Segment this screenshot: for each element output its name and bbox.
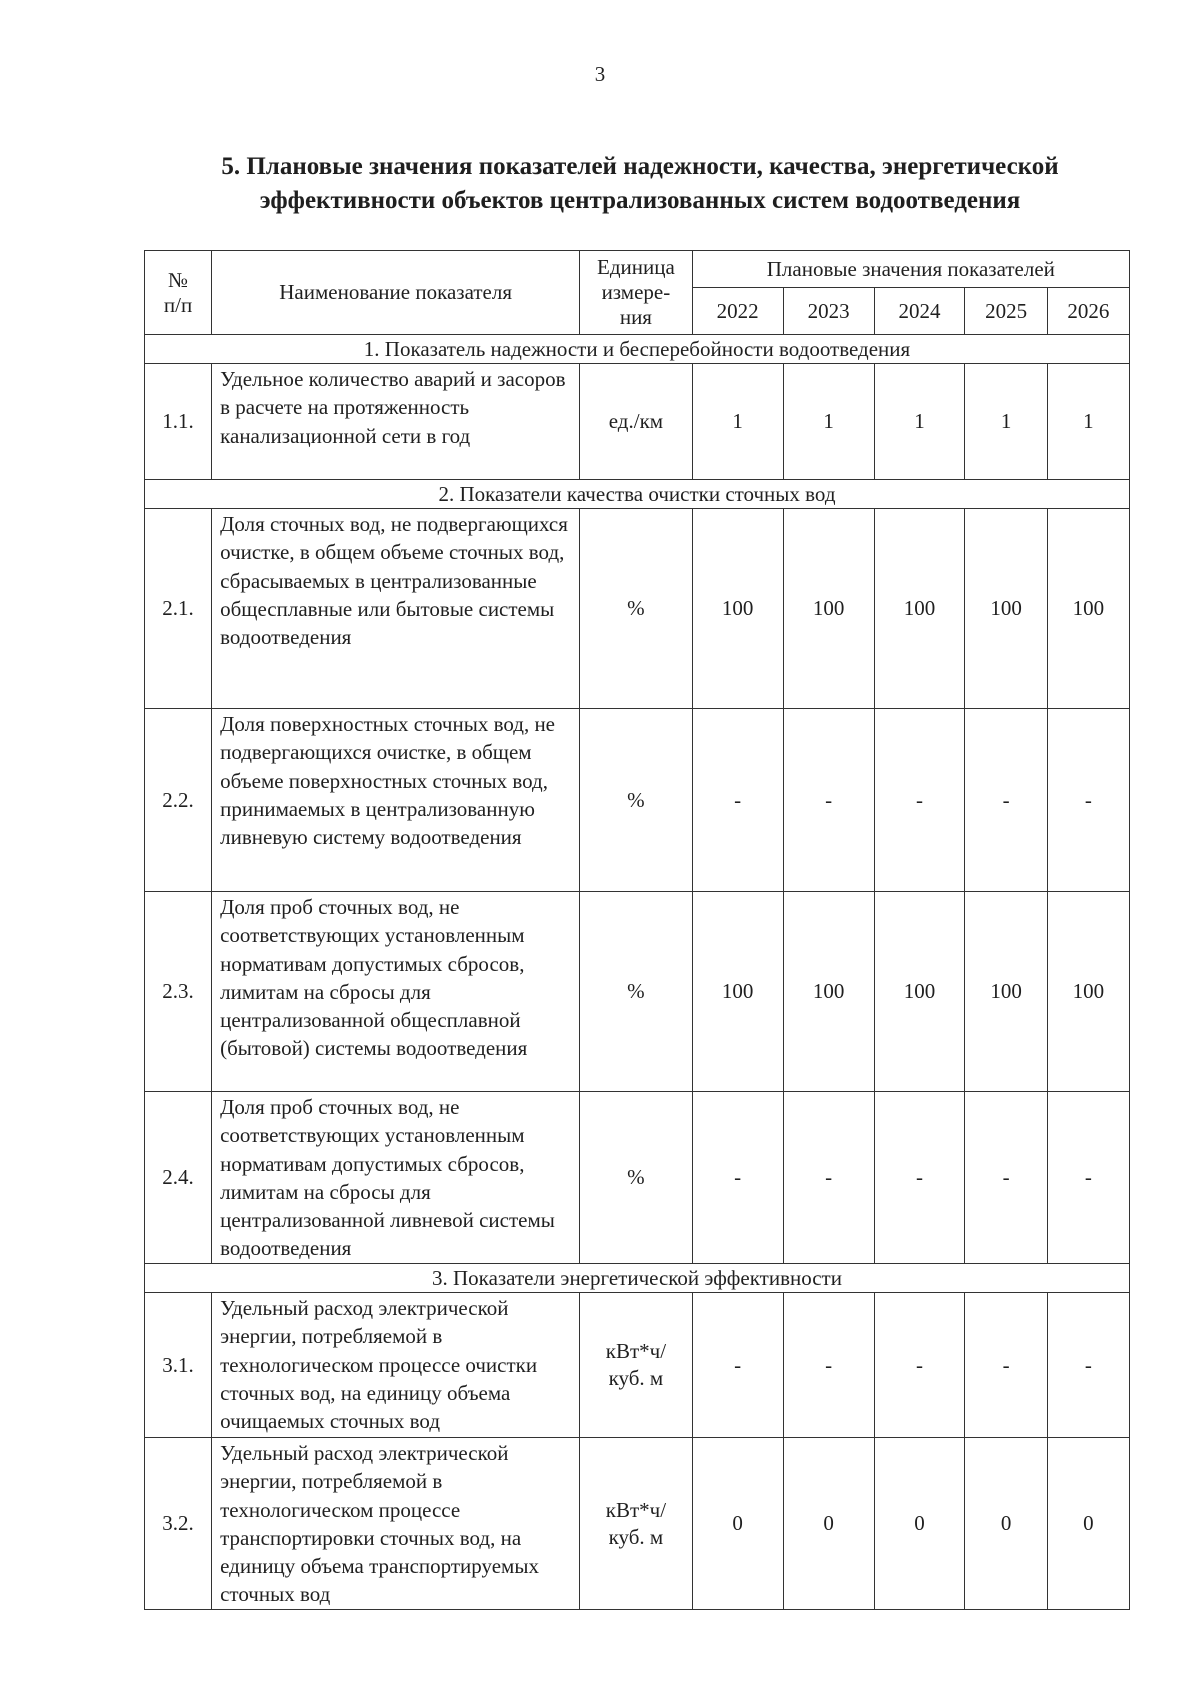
indicators-table [144, 250, 1130, 1610]
page-number: 3 [594, 62, 606, 86]
header-planned-values: Плановые значения показателей [692, 251, 1129, 288]
row-name: Доля проб сточных вод, не соответствующих установленным нормативам допустимых сбросов, лимитам на сбросы для централизованной ливневой системы водоотведения [212, 1092, 580, 1264]
table-row [145, 709, 1130, 892]
row-value: 100 [965, 509, 1047, 709]
row-name: Удельный расход электрической энергии, потребляемой в технологическом процессе очистки сточных вод, на единицу объема очищаемых сточных вод [212, 1293, 580, 1438]
row-value: 100 [965, 892, 1047, 1092]
header-unit-line-2: измере- [601, 280, 671, 304]
document-title [140, 150, 1140, 218]
header-num-line-1: № [168, 267, 189, 292]
row-value: 0 [1047, 1438, 1129, 1610]
table-row [145, 509, 1130, 709]
row-value: - [692, 1092, 783, 1264]
row-value: - [874, 1092, 965, 1264]
row-value: - [783, 709, 874, 892]
row-name: Доля сточных вод, не подвергающихся очистке, в общем объеме сточных вод, сбрасываемых в централизованные общесплавные или бытовые системы водоотведения [212, 509, 580, 709]
table-row [145, 1092, 1130, 1264]
row-unit-line-1: кВт*ч/ [605, 1497, 667, 1522]
row-unit: ед./км [580, 364, 693, 480]
row-value: - [1047, 1293, 1129, 1438]
section-title: 1. Показатель надежности и бесперебойности водоотведения [145, 335, 1130, 364]
table-row [145, 1293, 1130, 1438]
row-value: 0 [783, 1438, 874, 1610]
row-unit: % [580, 509, 693, 709]
row-value: 1 [692, 364, 783, 480]
header-year: 2022 [692, 288, 783, 335]
row-value: - [965, 1092, 1047, 1264]
row-value: 100 [783, 892, 874, 1092]
section-row [145, 480, 1130, 509]
row-value: 100 [783, 509, 874, 709]
row-unit-line-1: кВт*ч/ [605, 1339, 667, 1363]
row-value: 100 [1047, 509, 1129, 709]
row-value: 0 [692, 1438, 783, 1610]
row-number: 2.3. [145, 892, 212, 1092]
row-unit-line-2: куб. м [608, 1524, 664, 1549]
document-title-line-1: 5. Плановые значения показателей надежности, качества, энергетической [221, 153, 1059, 180]
row-unit-line-2: куб. м [608, 1366, 664, 1390]
header-num-line-2: п/п [163, 292, 193, 317]
header-year: 2025 [965, 288, 1047, 335]
row-number: 2.4. [145, 1092, 212, 1264]
row-value: - [692, 709, 783, 892]
row-value: - [783, 1293, 874, 1438]
row-value: 100 [692, 892, 783, 1092]
row-unit: % [580, 709, 693, 892]
row-value: 100 [1047, 892, 1129, 1092]
row-unit: % [580, 1092, 693, 1264]
row-number: 2.1. [145, 509, 212, 709]
header-year: 2026 [1047, 288, 1129, 335]
header-name: Наименование показателя [212, 251, 580, 335]
row-value: 1 [874, 364, 965, 480]
section-title: 3. Показатели энергетической эффективности [145, 1264, 1130, 1293]
row-value: - [1047, 1092, 1129, 1264]
header-unit [580, 251, 693, 335]
row-value: 1 [783, 364, 874, 480]
header-unit-line-1: Единица [597, 255, 675, 279]
document-title-line-2: эффективности объектов централизованных систем водоотведения [259, 187, 1021, 214]
row-value: - [874, 709, 965, 892]
table-row [145, 892, 1130, 1092]
row-name: Удельный расход электрической энергии, потребляемой в технологическом процессе транспортировки сточных вод, на единицу объема транспортируемых сточных вод [212, 1438, 580, 1610]
row-number: 2.2. [145, 709, 212, 892]
row-value: 100 [692, 509, 783, 709]
row-value: - [874, 1293, 965, 1438]
row-number: 3.2. [145, 1438, 212, 1610]
row-value: 100 [874, 892, 965, 1092]
row-value: 0 [965, 1438, 1047, 1610]
table-header-row [145, 251, 1130, 288]
section-row [145, 1264, 1130, 1293]
row-number: 3.1. [145, 1293, 212, 1438]
row-name: Доля поверхностных сточных вод, не подвергающихся очистке, в общем объеме поверхностных сточных вод, принимаемых в централизованную ливневую систему водоотведения [212, 709, 580, 892]
row-value: 0 [874, 1438, 965, 1610]
row-value: - [692, 1293, 783, 1438]
header-year: 2023 [783, 288, 874, 335]
header-num [145, 251, 212, 335]
row-name: Удельное количество аварий и засоров в расчете на протяженность канализационной сети в год [212, 364, 580, 480]
section-row [145, 335, 1130, 364]
table-row [145, 364, 1130, 480]
row-value: 1 [1047, 364, 1129, 480]
row-number: 1.1. [145, 364, 212, 480]
row-value: - [1047, 709, 1129, 892]
section-title: 2. Показатели качества очистки сточных вод [145, 480, 1130, 509]
row-unit [580, 1293, 693, 1438]
header-unit-line-3: ния [619, 305, 652, 329]
table-row [145, 1438, 1130, 1610]
row-value: - [783, 1092, 874, 1264]
row-value: 100 [874, 509, 965, 709]
header-year: 2024 [874, 288, 965, 335]
row-value: - [965, 709, 1047, 892]
row-value: - [965, 1293, 1047, 1438]
row-unit: % [580, 892, 693, 1092]
row-unit [580, 1438, 693, 1610]
row-name: Доля проб сточных вод, не соответствующих установленным нормативам допустимых сбросов, лимитам на сбросы для централизованной общесплавной (бытовой) системы водоотведения [212, 892, 580, 1092]
row-value: 1 [965, 364, 1047, 480]
